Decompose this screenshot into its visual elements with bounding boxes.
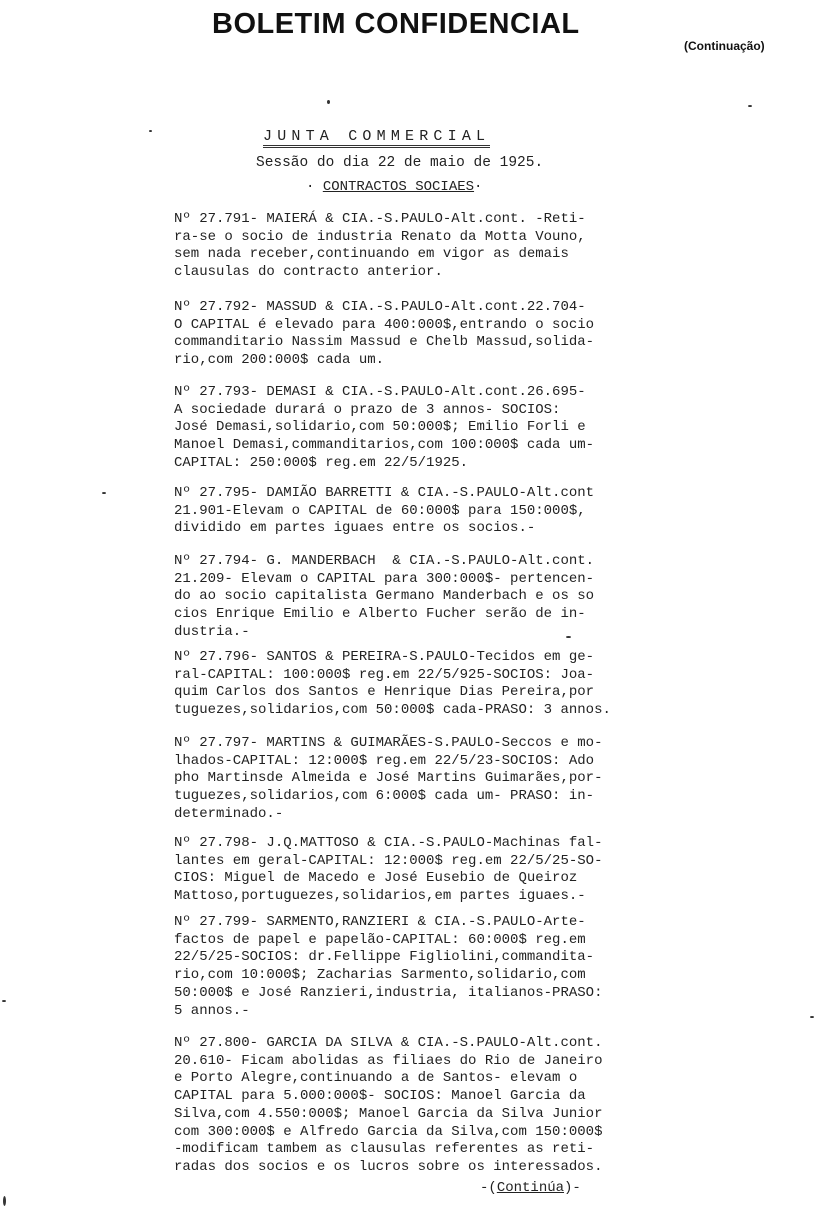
- contract-entry: Nº 27.796- SANTOS & PEREIRA-S.PAULO-Tecidos em ge- ral-CAPITAL: 100:000$ reg.em 22/5/925-SOCIOS: Joa- quim Carlos dos Santos e Henrique Dias Pereira,por tuguezes,solidarios,com 50:000$ cada-PRASO: 3 annos.: [174, 649, 611, 719]
- section-heading: JUNTA COMMERCIAL: [263, 128, 490, 148]
- continues-footer: -(Continúa)-: [480, 1180, 581, 1196]
- contract-entry: Nº 27.798- J.Q.MATTOSO & CIA.-S.PAULO-Machinas fal- lantes em geral-CAPITAL: 12:000$ reg.em 22/5/25-SO- CIOS: Miguel de Macedo e José Eusebio de Queiroz Mattoso,portuguezes,solidarios,em partes iguaes.-: [174, 835, 603, 905]
- section-subheading: [306, 179, 482, 195]
- subheading-dot-end: ·: [474, 179, 483, 195]
- continues-label: Continúa: [496, 1180, 565, 1196]
- scan-speck: [102, 492, 106, 494]
- contract-entry: Nº 27.794- G. MANDERBACH & CIA.-S.PAULO-Alt.cont. 21.209- Elevam o CAPITAL para 300:000$- pertencen- do ao socio capitalista Germano Manderbach e os so cios Enrique Emilio e Alberto Fucher serão de in- dustria.-: [174, 553, 595, 640]
- scan-speck: [3, 1196, 6, 1206]
- continuation-label: (Continuação): [684, 39, 765, 53]
- contract-entry: Nº 27.795- DAMIÃO BARRETTI & CIA.-S.PAULO-Alt.cont 21.901-Elevam o CAPITAL de 60:000$ para 150:000$, dividido em partes iguaes entre os socios.-: [174, 485, 595, 537]
- contract-entry: Nº 27.792- MASSUD & CIA.-S.PAULO-Alt.cont.22.704- O CAPITAL é elevado para 400:000$,entrando o socio commanditario Nassim Massud e Chelb Massud,solida- rio,com 200:000$ cada um.: [174, 299, 595, 369]
- scan-speck: [748, 105, 752, 107]
- scan-speck: [810, 1016, 814, 1018]
- contract-entry: Nº 27.797- MARTINS & GUIMARÃES-S.PAULO-Seccos e mo- lhados-CAPITAL: 12:000$ reg.em 22/5/23-SOCIOS: Ado pho Martinsde Almeida e José Martins Guimarães,por- tuguezes,solidarios,com 6:000$ cada um- PRASO: in- determinado.-: [174, 735, 603, 822]
- contract-entry: Nº 27.793- DEMASI & CIA.-S.PAULO-Alt.cont.26.695- A sociedade durará o prazo de 3 annos- SOCIOS: José Demasi,solidario,com 50:000$; Emilio Forli e Manoel Demasi,commanditarios,com 100:000$ cada um- CAPITAL: 250:000$ reg.em 22/5/1925.: [174, 384, 595, 471]
- scan-speck: [149, 130, 152, 132]
- scan-speck: [327, 100, 330, 104]
- session-date: Sessão do dia 22 de maio de 1925.: [256, 155, 544, 171]
- subheading-dot: ·: [306, 179, 323, 195]
- subheading-text: CONTRACTOS SOCIAES: [322, 179, 475, 195]
- scan-speck: [2, 1000, 6, 1002]
- scan-speck: [566, 636, 571, 638]
- contract-entry: Nº 27.800- GARCIA DA SILVA & CIA.-S.PAULO-Alt.cont. 20.610- Ficam abolidas as filiaes do Rio de Janeiro e Porto Alegre,continuando a de Santos- elevam o CAPITAL para 5.000:000$- SOCIOS: Manoel Garcia da Silva,com 4.550:000$; Manoel Garcia da Silva Junior com 300:000$ e Alfredo Garcia da Silva,com 150:000$ -modificam tambem as clausulas referentes as reti- radas dos socios e os lucros sobre os interessados.: [174, 1035, 603, 1175]
- contract-entry: Nº 27.799- SARMENTO,RANZIERI & CIA.-S.PAULO-Arte- factos de papel e papelão-CAPITAL: 60:000$ reg.em 22/5/25-SOCIOS: dr.Fellippe Figliolini,commandita- rio,com 10:000$; Zacharias Sarmento,solidario,com 50:000$ e José Ranzieri,industria, italianos-PRASO: 5 annos.-: [174, 914, 603, 1019]
- bulletin-title: BOLETIM CONFIDENCIAL: [212, 8, 580, 40]
- contract-entry: Nº 27.791- MAIERÁ & CIA.-S.PAULO-Alt.cont. -Reti- ra-se o socio de industria Renato da Motta Vouno, sem nada receber,continuando em vigor as demais clausulas do contracto anterior.: [174, 211, 586, 281]
